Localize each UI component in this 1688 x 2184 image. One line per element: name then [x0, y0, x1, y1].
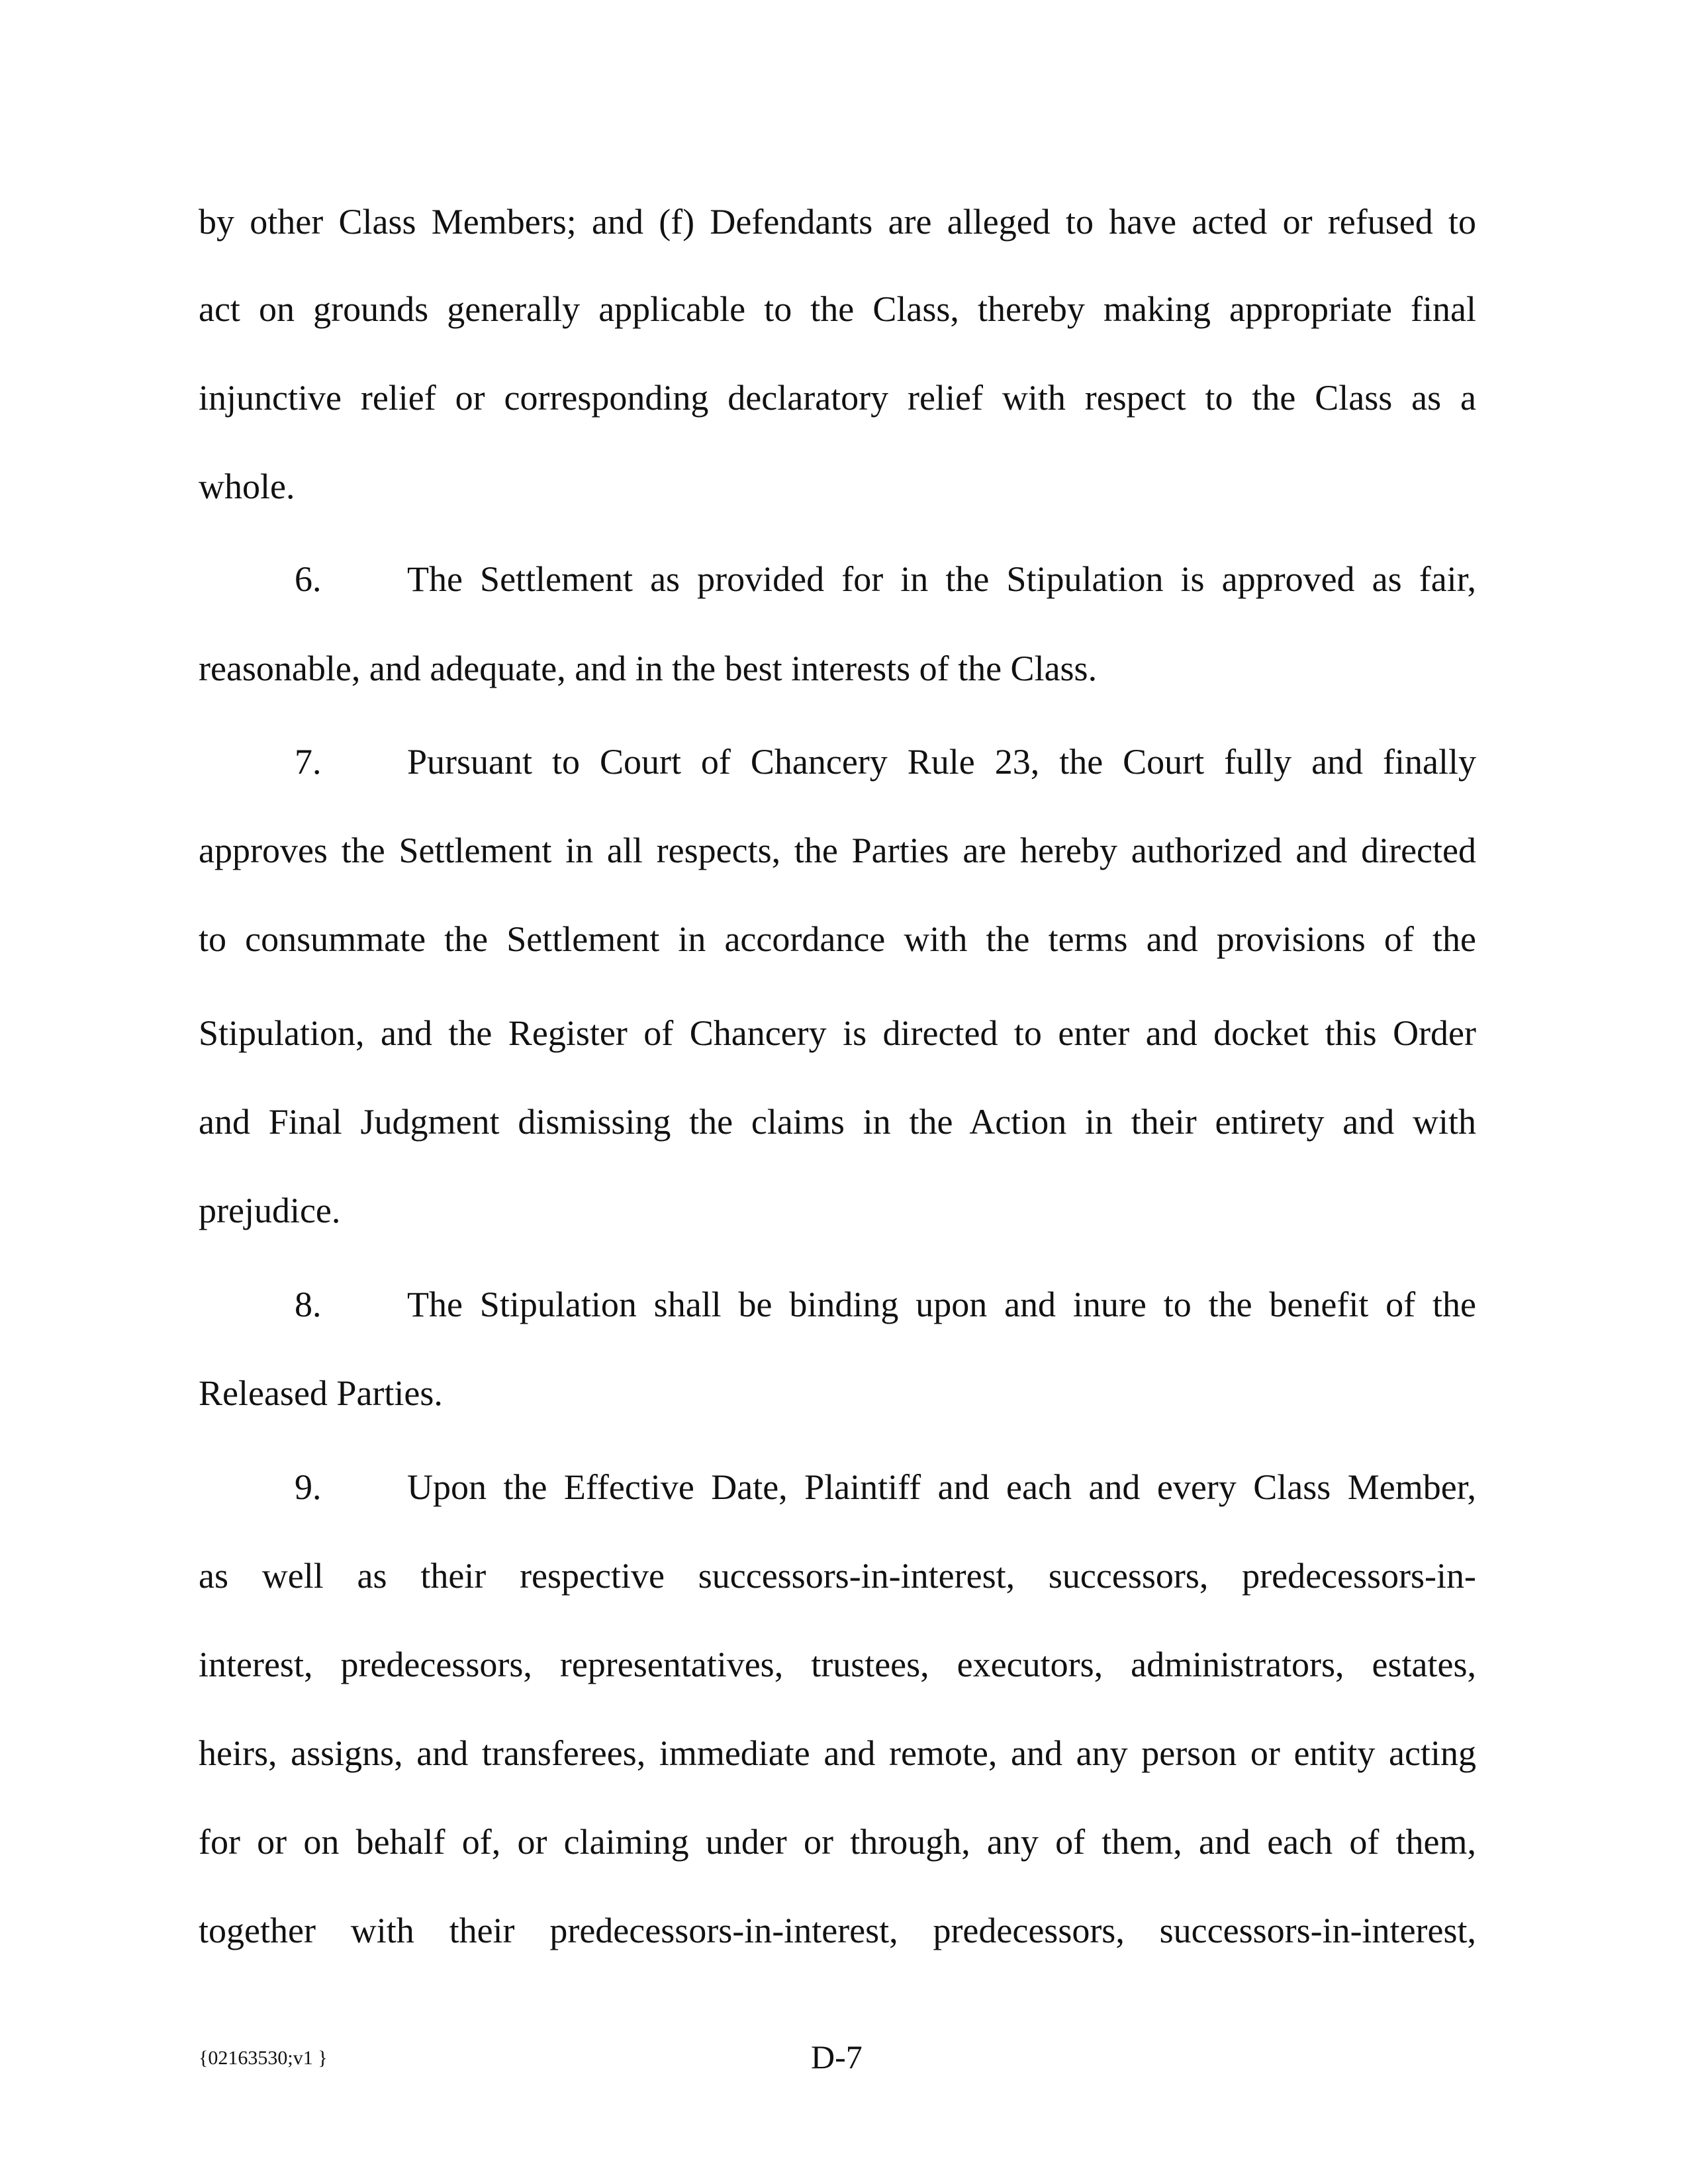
body-line: heirs, assigns, and transferees, immediate and remote, and any person or entity acting [199, 1733, 1476, 1773]
footer-page-number: D-7 [811, 2038, 863, 2075]
body-line: injunctive relief or corresponding declaratory relief with respect to the Class as a [199, 378, 1476, 418]
body-line: act on grounds generally applicable to the Class, thereby making appropriate final [199, 289, 1476, 329]
body-line: prejudice. [199, 1191, 341, 1230]
paragraph-8-first-line: The Stipulation shall be binding upon and inure to the benefit of the [407, 1285, 1476, 1324]
body-line: and Final Judgment dismissing the claims in the Action in their entirety and with [199, 1102, 1476, 1142]
body-line: as well as their respective successors-in-interest, successors, predecessors-in- [199, 1556, 1476, 1596]
paragraph-9-first-line: Upon the Effective Date, Plaintiff and each and every Class Member, [407, 1467, 1476, 1507]
paragraph-7-first-line: Pursuant to Court of Chancery Rule 23, the Court fully and finally [407, 742, 1476, 782]
paragraph-number-8: 8. [295, 1285, 322, 1324]
body-line: by other Class Members; and (f) Defendants are alleged to have acted or refused to [199, 202, 1476, 242]
body-line: Stipulation, and the Register of Chancery is directed to enter and docket this Order [199, 1013, 1476, 1053]
footer-document-id: {02163530;v1 } [199, 2047, 328, 2069]
body-line: for or on behalf of, or claiming under or through, any of them, and each of them, [199, 1822, 1476, 1862]
body-line: to consummate the Settlement in accordance with the terms and provisions of the [199, 919, 1476, 959]
paragraph-number-7: 7. [295, 742, 322, 782]
paragraph-number-9: 9. [295, 1467, 322, 1507]
body-line: approves the Settlement in all respects, the Parties are hereby authorized and directed [199, 831, 1476, 870]
body-line: interest, predecessors, representatives, trustees, executors, administrators, estates, [199, 1645, 1476, 1684]
paragraph-6-first-line: The Settlement as provided for in the Stipulation is approved as fair, [407, 559, 1476, 599]
body-line: together with their predecessors-in-interest, predecessors, successors-in-interest, [199, 1911, 1476, 1950]
paragraph-number-6: 6. [295, 559, 322, 599]
body-line: Released Parties. [199, 1373, 443, 1413]
body-line: reasonable, and adequate, and in the best interests of the Class. [199, 649, 1098, 688]
body-line: whole. [199, 467, 295, 506]
